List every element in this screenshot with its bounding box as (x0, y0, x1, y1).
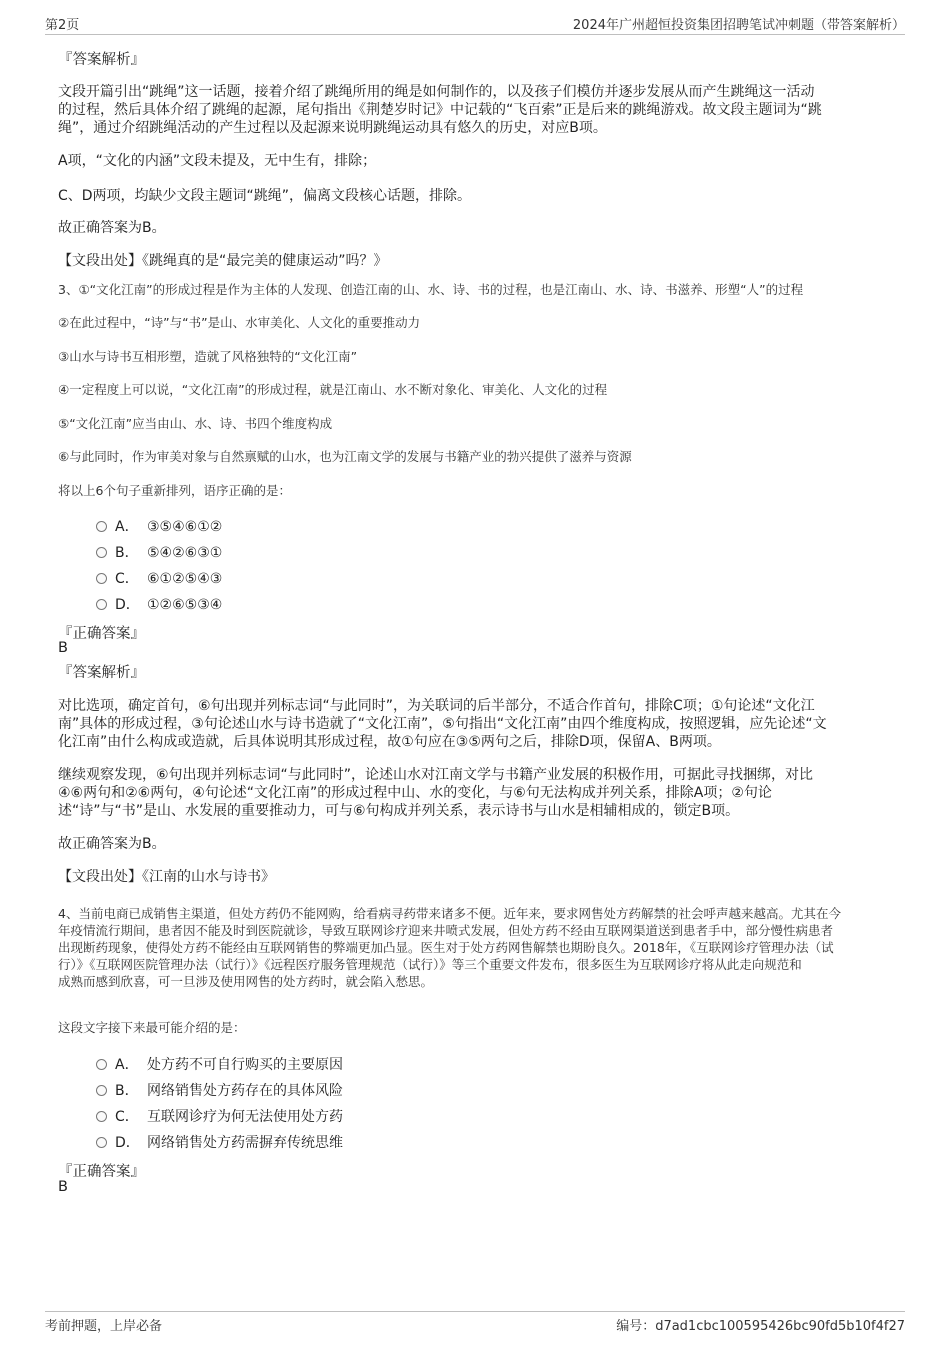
page-footer (45, 1311, 905, 1335)
question-4-prompt: 这段文字接下来最可能介绍的是： (58, 1020, 246, 1035)
question-3-prompt: 将以上6个句子重新排列，语序正确的是： (58, 483, 291, 498)
correct-answer: B (58, 640, 68, 656)
passage-source: 【文段出处】《跳绳真的是“最完美的健康运动”吗？》 (58, 253, 388, 269)
question-4-passage (58, 905, 908, 990)
question-3-sentence: 3、①“文化江南”的形成过程是作为主体的人发现、创造江南的山、水、诗、书的过程，也是江南山、水、诗、书滋养、形塑“人”的过程 (58, 282, 804, 297)
option-text: ⑤④②⑥③① (147, 545, 223, 561)
option-letter: C． (115, 571, 139, 587)
passage-line: 成熟而感到欣喜，可一旦涉及使用网售的处方药时，就会陷入愁思。 (58, 974, 434, 989)
option-b[interactable] (96, 1080, 343, 1100)
option-c[interactable] (96, 1106, 343, 1126)
radio-icon[interactable] (96, 1085, 107, 1096)
option-text: 网络销售处方药存在的具体风险 (147, 1083, 343, 1099)
question-3-sentence: ⑤“文化江南”应当由山、水、诗、书四个维度构成 (58, 416, 333, 431)
page-header (45, 14, 905, 35)
radio-icon[interactable] (96, 1059, 107, 1070)
document-code: 编号：d7ad1cbc100595426bc90fd5b10f4f27 (616, 1319, 905, 1334)
analysis-label: 『答案解析』 (58, 52, 145, 68)
radio-icon[interactable] (96, 573, 107, 584)
radio-icon[interactable] (96, 599, 107, 610)
analysis-paragraph (58, 697, 903, 751)
question-3-sentence: ⑥与此同时，作为审美对象与自然禀赋的山水，也为江南文学的发展与书籍产业的勃兴提供了滋养与资源 (58, 449, 632, 464)
question-3-sentence: ③山水与诗书互相形塑，造就了风格独特的“文化江南” (58, 349, 358, 364)
conclusion: 故正确答案为B。 (58, 220, 166, 236)
paragraph-line: ④⑥两句和②⑥两句，④句论述“文化江南”的形成过程中山、水的变化，与⑥句无法构成并列关系，排除A项；②句论 (58, 785, 772, 801)
page-number: 第2页 (45, 18, 80, 33)
option-letter: B． (115, 545, 139, 561)
paragraph-line: 述“诗”与“书”是山、水发展的重要推动力，可与⑥句构成并列关系，表示诗书与山水是相辅相成的，锁定B项。 (58, 803, 740, 819)
analysis-label: 『答案解析』 (58, 665, 145, 681)
correct-answer: B (58, 1179, 68, 1195)
passage-line: 4、当前电商已成销售主渠道，但处方药仍不能网购，给看病寻药带来诸多不便。近年来，要求网售处方药解禁的社会呼声越来越高。尤其在今 (58, 906, 841, 921)
radio-icon[interactable] (96, 1137, 107, 1148)
analysis-paragraph (58, 83, 903, 137)
paragraph-line: 化江南”由什么构成或造就，后具体说明其形成过程，故①句应在③⑤两句之后，排除D项，保留A、B两项。 (58, 734, 721, 750)
passage-source: 【文段出处】《江南的山水与诗书》 (58, 869, 275, 885)
option-d[interactable] (96, 594, 222, 614)
paragraph-line: 对比选项，确定首句，⑥句出现并列标志词“与此同时”，为关联词的后半部分，不适合作首句，排除C项；①句论述“文化江 (58, 698, 815, 714)
option-text: 处方药不可自行购买的主要原因 (147, 1057, 343, 1073)
option-text: ③⑤④⑥①② (147, 519, 223, 535)
analysis-paragraph: A项，“文化的内涵”文段未提及，无中生有，排除； (58, 153, 377, 169)
option-b[interactable] (96, 542, 222, 562)
option-letter: D． (115, 1135, 140, 1151)
option-a[interactable] (96, 1054, 343, 1074)
option-letter: B． (115, 1083, 139, 1099)
option-c[interactable] (96, 568, 222, 588)
passage-line: 行）》《互联网医院管理办法（试行）》《远程医疗服务管理规范（试行）》等三个重要文件发布，很多医生为互联网诊疗将从此走向规范和 (58, 957, 802, 972)
analysis-paragraph (58, 766, 903, 820)
option-a[interactable] (96, 516, 222, 536)
option-letter: D． (115, 597, 140, 613)
analysis-paragraph: C、D两项，均缺少文段主题词“跳绳”，偏离文段核心话题，排除。 (58, 188, 472, 204)
option-text: ⑥①②⑤④③ (147, 571, 223, 587)
radio-icon[interactable] (96, 547, 107, 558)
document-title: 2024年广州超恒投资集团招聘笔试冲刺题（带答案解析） (572, 18, 905, 33)
radio-icon[interactable] (96, 1111, 107, 1122)
option-text: ①②⑥⑤③④ (147, 597, 223, 613)
correct-answer-label: 『正确答案』 (58, 1164, 145, 1180)
option-letter: A． (115, 1057, 139, 1073)
option-text: 网络销售处方药需摒弃传统思维 (147, 1135, 343, 1151)
paragraph-line: 南”具体的形成过程，③句论述山水与诗书造就了“文化江南”，⑤句指出“文化江南”由四个维度构成，按照逻辑，应先论述“文 (58, 716, 827, 732)
option-text: 互联网诊疗为何无法使用处方药 (147, 1109, 343, 1125)
option-d[interactable] (96, 1132, 343, 1152)
question-3-sentence: ④一定程度上可以说，“文化江南”的形成过程，就是江南山、水不断对象化、审美化、人文化的过程 (58, 382, 608, 397)
paragraph-line: 的过程，然后具体介绍了跳绳的起源，尾句指出《荆楚岁时记》中记载的“飞百索”正是后来的跳绳游戏。故文段主题词为“跳 (58, 102, 822, 118)
option-letter: A． (115, 519, 139, 535)
paragraph-line: 绳”，通过介绍跳绳活动的产生过程以及起源来说明跳绳运动具有悠久的历史，对应B项。 (58, 120, 607, 136)
conclusion: 故正确答案为B。 (58, 836, 166, 852)
radio-icon[interactable] (96, 521, 107, 532)
passage-line: 年疫情流行期间，患者因不能及时到医院就诊，导致互联网诊疗迎来井喷式发展，但处方药不经由互联网渠道送到患者手中，部分慢性病患者 (58, 923, 834, 938)
correct-answer-label: 『正确答案』 (58, 626, 145, 642)
option-letter: C． (115, 1109, 139, 1125)
footer-slogan: 考前押题，上岸必备 (45, 1319, 163, 1334)
paragraph-line: 文段开篇引出“跳绳”这一话题，接着介绍了跳绳所用的绳是如何制作的，以及孩子们模仿并逐步发展从而产生跳绳这一活动 (58, 84, 815, 100)
paragraph-line: 继续观察发现，⑥句出现并列标志词“与此同时”，论述山水对江南文学与书籍产业发展的积极作用，可据此寻找捆绑，对比 (58, 767, 814, 783)
passage-line: 出现断药现象，使得处方药不能经由互联网销售的弊端更加凸显。医生对于处方药网售解禁也期盼良久。2018年，《互联网诊疗管理办法（试 (58, 940, 834, 955)
question-3-sentence: ②在此过程中，“诗”与“书”是山、水审美化、人文化的重要推动力 (58, 315, 421, 330)
